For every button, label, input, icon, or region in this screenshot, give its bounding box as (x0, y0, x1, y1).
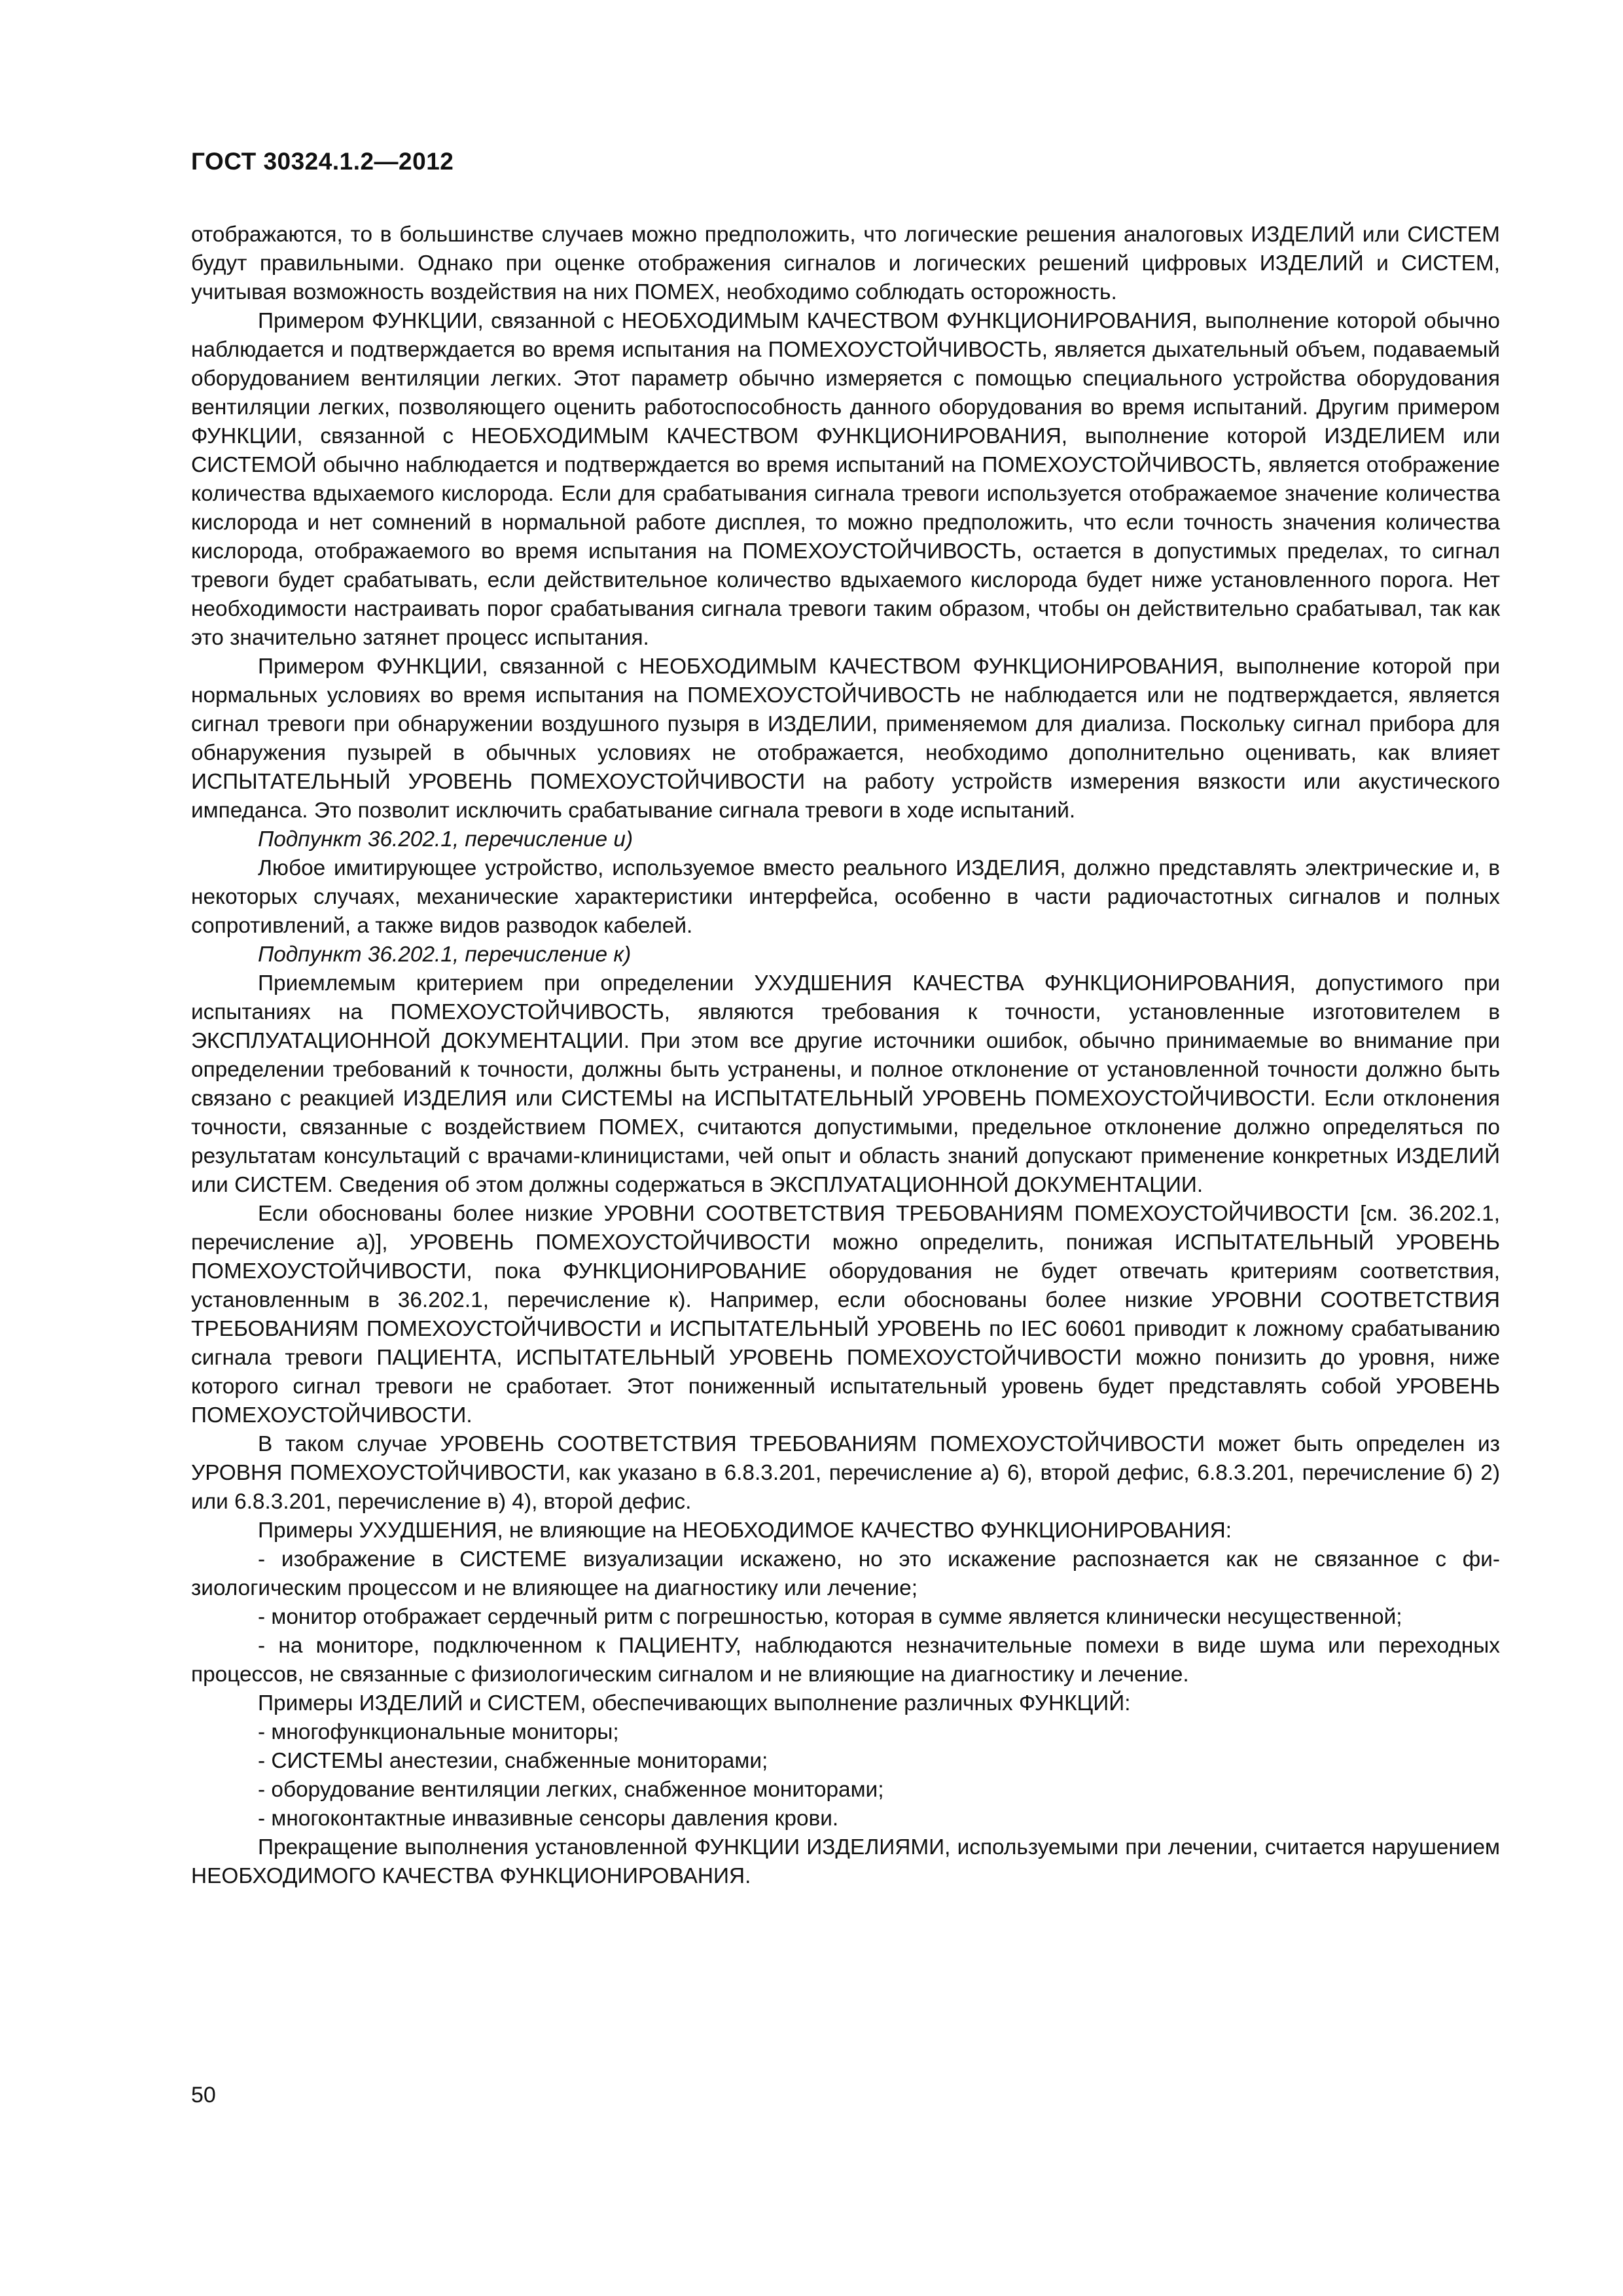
list-item: - СИСТЕМЫ анестезии, снабженные мониторами; (258, 1749, 768, 1773)
list-item: - многофункциональные мониторы; (258, 1720, 619, 1744)
subclause-heading: Подпункт 36.202.1, перечисление и) (258, 827, 633, 852)
paragraph: Примеры ИЗДЕЛИЙ и СИСТЕМ, обеспечивающих выполнение различных ФУНКЦИЙ: (258, 1691, 1131, 1715)
paragraph: Примером ФУНКЦИИ, связанной с НЕОБХОДИМЫМ КАЧЕСТВОМ ФУНКЦИОНИРОВАНИЯ, выполнение которой при нормальных условиях во время испытания на ПОМЕХОУСТОЙЧИВОСТЬ не наблюдается или не подтверждается, является сигнал тревоги при обнаружении воздушного пузыря в ИЗДЕЛИИ, применяемом для диализа. Поскольку сигнал прибора для обнаружения пузырей в обычных условиях не отображается, необходимо дополнительно оценивать, как влияет ИСПЫТАТЕЛЬНЫЙ УРОВЕНЬ ПОМЕХОУСТОЙЧИВОСТИ на работу устройств измерения вязкости или акустического импеданса. Это позволит исключить срабатывание сигнала тревоги в ходе испытаний. (191, 655, 1500, 823)
paragraph: Прекращение выполнения установленной ФУНКЦИИ ИЗДЕЛИЯМИ, используемыми при лечении, считается нарушением НЕОБХОДИМОГО КАЧЕСТВА ФУНКЦИОНИРОВАНИЯ. (191, 1835, 1500, 1888)
list-item: - многоконтактные инвазивные сенсоры давления крови. (258, 1806, 839, 1831)
subclause-heading: Подпункт 36.202.1, перечисление к) (258, 942, 632, 967)
paragraph: В таком случае УРОВЕНЬ СООТВЕТСТВИЯ ТРЕБОВАНИЯМ ПОМЕХОУСТОЙЧИВОСТИ может быть определен из УРОВНЯ ПОМЕХОУСТОЙЧИВОСТИ, как указано в 6.8.3.201, перечисление а) 6), второй дефис, 6.8.3.201, перечисление б) 2) или 6.8.3.201, перечисление в) 4), второй дефис. (191, 1432, 1500, 1514)
document-body (191, 221, 1500, 1891)
paragraph: Любое имитирующее устройство, используемое вместо реального ИЗДЕЛИЯ, должно представлять электрические и, в некоторых случаях, механические характеристики интерфейса, особенно в части радиочастотных сигналов и полных сопротивлений, а также видов разводок кабелей. (191, 856, 1500, 938)
list-item: - монитор отображает сердечный ритм с погрешностью, которая в сумме является клинически несущественной; (258, 1605, 1402, 1629)
list-item: - изображение в СИСТЕМЕ визуализации искажено, но это искажение распознается как не связанное с физиологическим процессом и не влияющее на диагностику или лечение; (191, 1547, 1500, 1600)
list-item: - оборудование вентиляции легких, снабженное мониторами; (258, 1778, 884, 1802)
document-header: ГОСТ 30324.1.2—2012 (191, 148, 454, 175)
paragraph: Примеры УХУДШЕНИЯ, не влияющие на НЕОБХОДИМОЕ КАЧЕСТВО ФУНКЦИОНИРОВАНИЯ: (258, 1518, 1232, 1543)
list-item: - на мониторе, подключенном к ПАЦИЕНТУ, наблюдаются незначительные помехи в виде шума или переходных процессов, не связанные с физиологическим сигналом и не влияющие на диагностику и лечение. (191, 1634, 1500, 1687)
paragraph: Приемлемым критерием при определении УХУДШЕНИЯ КАЧЕСТВА ФУНКЦИОНИРОВАНИЯ, допустимого при испытаниях на ПОМЕХОУСТОЙЧИВОСТЬ, являются требования к точности, установленные изготовителем в ЭКСПЛУАТАЦИОННОЙ ДОКУМЕНТАЦИИ. При этом все другие источники ошибок, обычно принимаемые во внимание при определении требований к точности, должны быть устранены, и полное отклонение от установленной точности должно быть связано с реакцией ИЗДЕЛИЯ или СИСТЕМЫ на ИСПЫТАТЕЛЬНЫЙ УРОВЕНЬ ПОМЕХОУСТОЙЧИВОСТИ. Если отклонения точности, связанные с воздействием ПОМЕХ, считаются допустимыми, предельное отклонение должно определяться по результатам консультаций с врачами-клиницистами, чей опыт и область знаний допускают применение конкретных ИЗДЕЛИЙ или СИСТЕМ. Сведения об этом должны содержаться в ЭКСПЛУАТАЦИОННОЙ ДОКУМЕНТАЦИИ. (191, 971, 1500, 1197)
paragraph: Примером ФУНКЦИИ, связанной с НЕОБХОДИМЫМ КАЧЕСТВОМ ФУНКЦИОНИРОВАНИЯ, выполнение которой обычно наблюдается и подтверждается во время испытания на ПОМЕХОУСТОЙЧИВОСТЬ, является дыхательный объем, подаваемый оборудованием вентиляции легких. Этот параметр обычно измеряется с помощью специального устройства оборудования вентиляции легких, позволяющего оценить работоспособность данного оборудования во время испытаний. Другим примером ФУНКЦИИ, связанной с НЕОБХОДИМЫМ КАЧЕСТВОМ ФУНКЦИОНИРОВАНИЯ, выполнение которой ИЗДЕЛИЕМ или СИСТЕМОЙ обычно наблюдается и подтверждается во время испытаний на ПОМЕХОУСТОЙЧИВОСТЬ, является отображение количества вдыхаемого кислорода. Если для срабатывания сигнала тревоги используется отображаемое значение количества кислорода и нет сомнений в нормальной работе дисплея, то можно предположить, что если точность значения количества кислорода, отображаемого во время испытания на ПОМЕХОУСТОЙЧИВОСТЬ, остается в допустимых пределах, то сигнал тревоги будет срабатывать, если действительное количество вдыхаемого кислорода будет ниже установленного порога. Нет необходимости настраивать порог срабатывания сигнала тревоги таким образом, чтобы он действительно срабатывал, так как это значительно затянет процесс испытания. (191, 309, 1500, 650)
paragraph: Если обоснованы более низкие УРОВНИ СООТВЕТСТВИЯ ТРЕБОВАНИЯМ ПОМЕХОУСТОЙЧИВОСТИ [см. 36.202.1, перечисление а)], УРОВЕНЬ ПОМЕХОУСТОЙЧИВОСТИ можно определить, понижая ИСПЫТАТЕЛЬНЫЙ УРОВЕНЬ ПОМЕХОУСТОЙЧИВОСТИ, пока ФУНКЦИОНИРОВАНИЕ оборудования не будет отвечать критериям соответствия, установленным в 36.202.1, перечисление к). Например, если обоснованы более низкие УРОВНИ СООТВЕТСТВИЯ ТРЕБОВАНИЯМ ПОМЕХОУСТОЙЧИВОСТИ и ИСПЫТАТЕЛЬНЫЙ УРОВЕНЬ по IEC 60601 приводит к ложному срабатыванию сигнала тревоги ПАЦИЕНТА, ИСПЫТАТЕЛЬНЫЙ УРОВЕНЬ ПОМЕХОУСТОЙЧИВОСТИ можно понизить до уровня, ниже которого сигнал тревоги не сработает. Этот пониженный испытательный уровень будет представлять собой УРОВЕНЬ ПОМЕХОУСТОЙЧИВОСТИ. (191, 1202, 1500, 1427)
page-number: 50 (191, 2083, 216, 2108)
paragraph: отображаются, то в большинстве случаев можно предположить, что логические решения аналоговых ИЗДЕЛИЙ или СИСТЕМ будут правильными. Однако при оценке отображения сигналов и логических решений цифровых ИЗДЕЛИЙ и СИСТЕМ, учитывая возможность воздействия на них ПОМЕХ, необходимо соблюдать осторожность. (191, 223, 1500, 304)
